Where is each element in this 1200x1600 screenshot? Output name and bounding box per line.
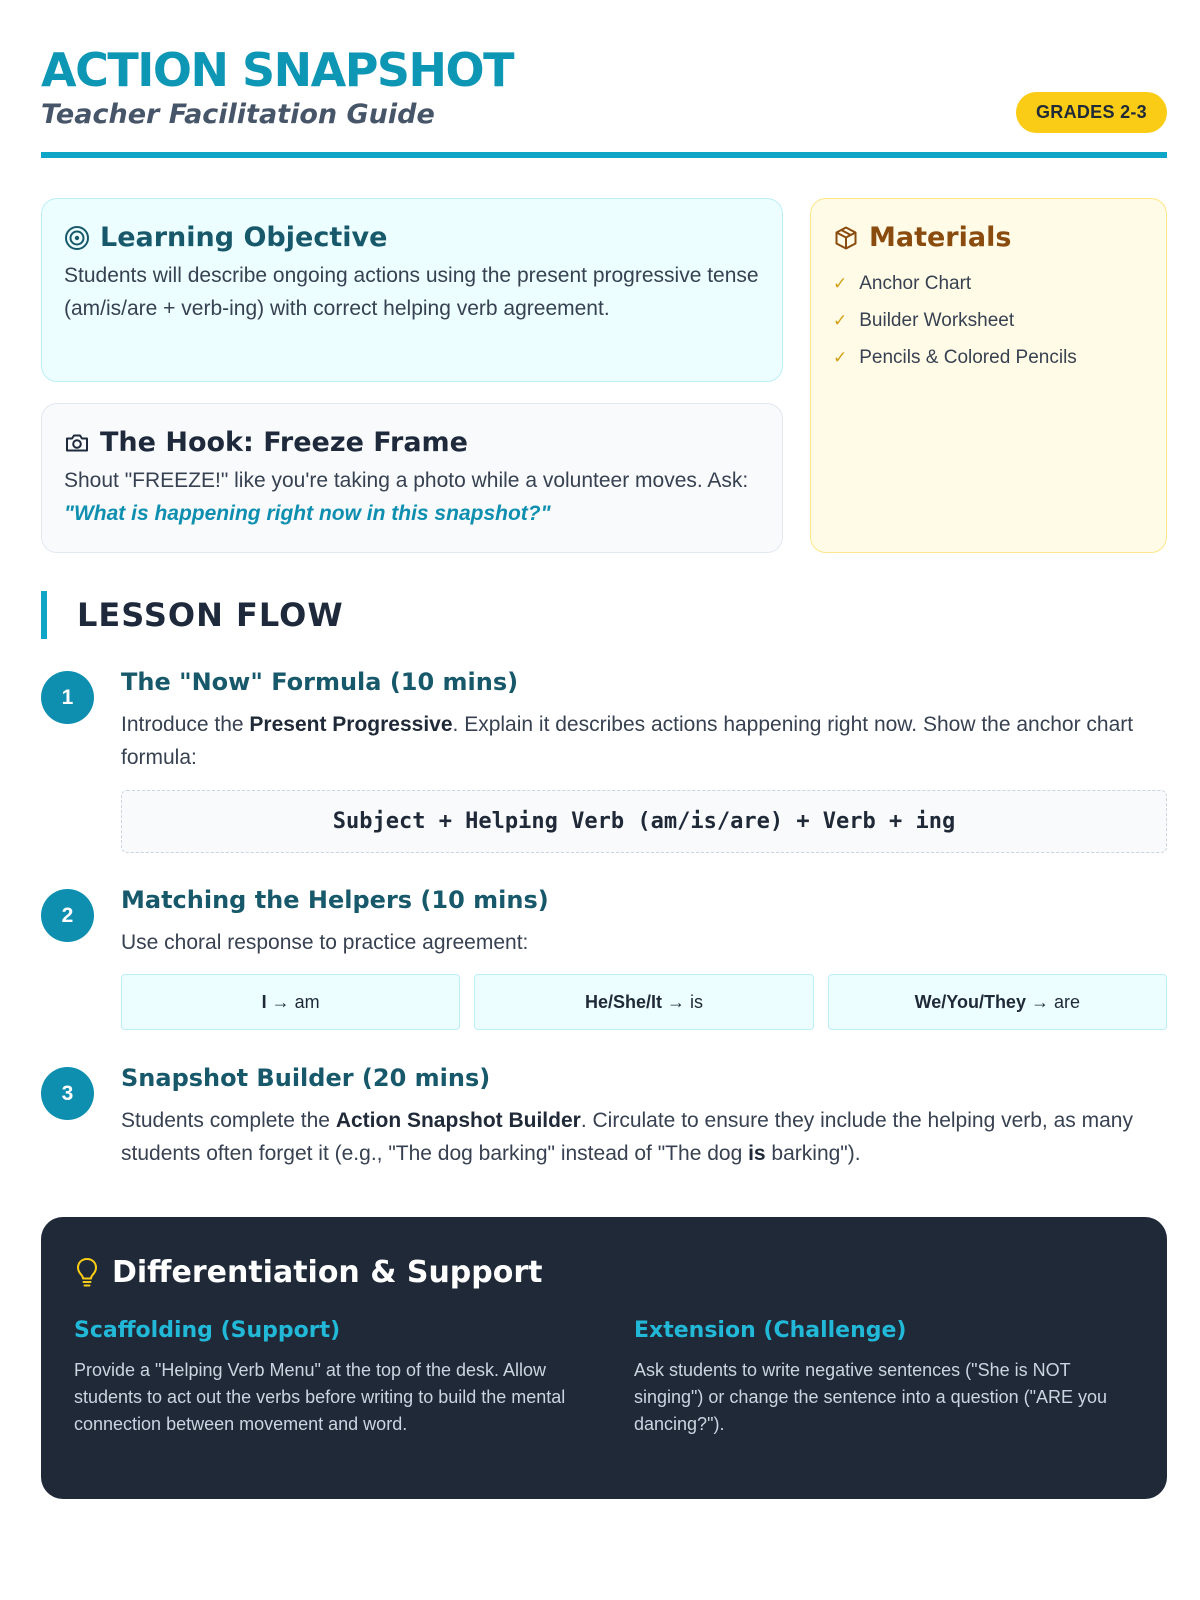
- lightbulb-icon: [74, 1257, 100, 1289]
- helper-verb-card: [474, 974, 813, 1030]
- step-title: Matching the Helpers (10 mins): [121, 886, 549, 914]
- extension-text: Ask students to write negative sentences ("She is NOT singing") or change the sentence into a question ("ARE you dancing?").: [634, 1360, 1108, 1434]
- learning-objective-card: [41, 198, 783, 382]
- differentiation-panel: [41, 1217, 1167, 1499]
- grade-badge: GRADES 2-3: [1016, 92, 1167, 133]
- hook-header: [64, 426, 760, 460]
- camera-icon: [64, 430, 90, 456]
- scaffolding-text: Provide a "Helping Verb Menu" at the top of the desk. Allow students to act out the verbs before writing to build the mental connection between movement and word.: [74, 1360, 566, 1434]
- check-icon: ✓: [833, 311, 848, 330]
- step-body-text: barking").: [765, 1142, 861, 1165]
- step-body: [121, 1104, 1167, 1170]
- helper-verb-grid: [121, 974, 1167, 1030]
- check-icon: ✓: [833, 274, 848, 293]
- helper-pronoun: We/You/They: [914, 991, 1026, 1012]
- lesson-step-3: [41, 1061, 1167, 1170]
- differentiation-heading: Differentiation & Support: [112, 1255, 543, 1290]
- material-label: Builder Worksheet: [859, 310, 1015, 331]
- materials-header: [833, 221, 1144, 255]
- hook-heading: The Hook: Freeze Frame: [100, 427, 468, 458]
- helper-verb: → are: [1030, 991, 1081, 1012]
- material-label: Pencils & Colored Pencils: [859, 347, 1077, 368]
- scaffolding-title: Scaffolding (Support): [74, 1318, 341, 1343]
- learning-objective-header: [64, 221, 760, 255]
- package-icon: [833, 225, 859, 251]
- step-number-badge: 1: [41, 671, 94, 724]
- step-body-bold: is: [748, 1142, 766, 1165]
- scaffolding-column: [74, 1315, 574, 1438]
- helper-pronoun: He/She/It: [584, 991, 662, 1012]
- lesson-flow-title: LESSON FLOW: [41, 591, 344, 639]
- page-header: [41, 42, 1167, 158]
- step-number-badge: 2: [41, 889, 94, 942]
- helper-verb: → am: [271, 991, 320, 1012]
- learning-objective-text: Students will describe ongoing actions using the present progressive tense (am/is/are + verb-ing) with correct helping verb agreement.: [64, 264, 759, 320]
- target-icon: [64, 225, 90, 251]
- step-body: Use choral response to practice agreement:: [121, 931, 529, 954]
- check-icon: ✓: [833, 348, 848, 367]
- materials-list: [833, 265, 1144, 376]
- extension-column: [634, 1315, 1134, 1438]
- helper-pronoun: I: [261, 991, 267, 1012]
- step-title: Snapshot Builder (20 mins): [121, 1064, 491, 1092]
- list-item: [833, 265, 1144, 302]
- step-body-bold: Present Progressive: [249, 713, 453, 736]
- page-subtitle: Teacher Facilitation Guide: [41, 99, 435, 130]
- list-item: [833, 339, 1144, 376]
- material-label: Anchor Chart: [859, 273, 972, 294]
- hook-quote: "What is happening right now in this snapshot?": [64, 502, 551, 525]
- lesson-step-2: [41, 883, 1167, 1030]
- hook-text: [64, 464, 760, 530]
- learning-objective-heading: Learning Objective: [100, 222, 388, 253]
- step-number-badge: 3: [41, 1067, 94, 1120]
- helper-verb: → is: [667, 991, 704, 1012]
- step-body-text: Students complete the: [121, 1109, 336, 1132]
- page-title: ACTION SNAPSHOT: [41, 43, 514, 97]
- extension-title: Extension (Challenge): [634, 1318, 907, 1343]
- formula-box: Subject + Helping Verb (am/is/are) + Verb + ing: [121, 790, 1167, 853]
- hook-card: [41, 403, 783, 553]
- hook-text-main: Shout "FREEZE!" like you're taking a photo while a volunteer moves. Ask:: [64, 469, 749, 492]
- step-body-text: . Circulate to ensure they include the helping verb, as many students often forget it (e.g., "The dog barking" instead of "The dog: [121, 1109, 1133, 1165]
- helper-verb-card: [121, 974, 460, 1030]
- step-body-bold: Action Snapshot Builder: [335, 1109, 581, 1132]
- step-body-text: Introduce the: [121, 713, 250, 736]
- list-item: [833, 302, 1144, 339]
- step-title: The "Now" Formula (10 mins): [121, 668, 519, 696]
- step-body: [121, 708, 1167, 774]
- step-body-text: . Explain it describes actions happening right now. Show the anchor chart formula:: [121, 713, 1134, 769]
- materials-heading: Materials: [869, 222, 1012, 253]
- lesson-step-1: [41, 665, 1167, 853]
- helper-verb-card: [828, 974, 1167, 1030]
- materials-card: [810, 198, 1167, 553]
- differentiation-header: [74, 1253, 1134, 1293]
